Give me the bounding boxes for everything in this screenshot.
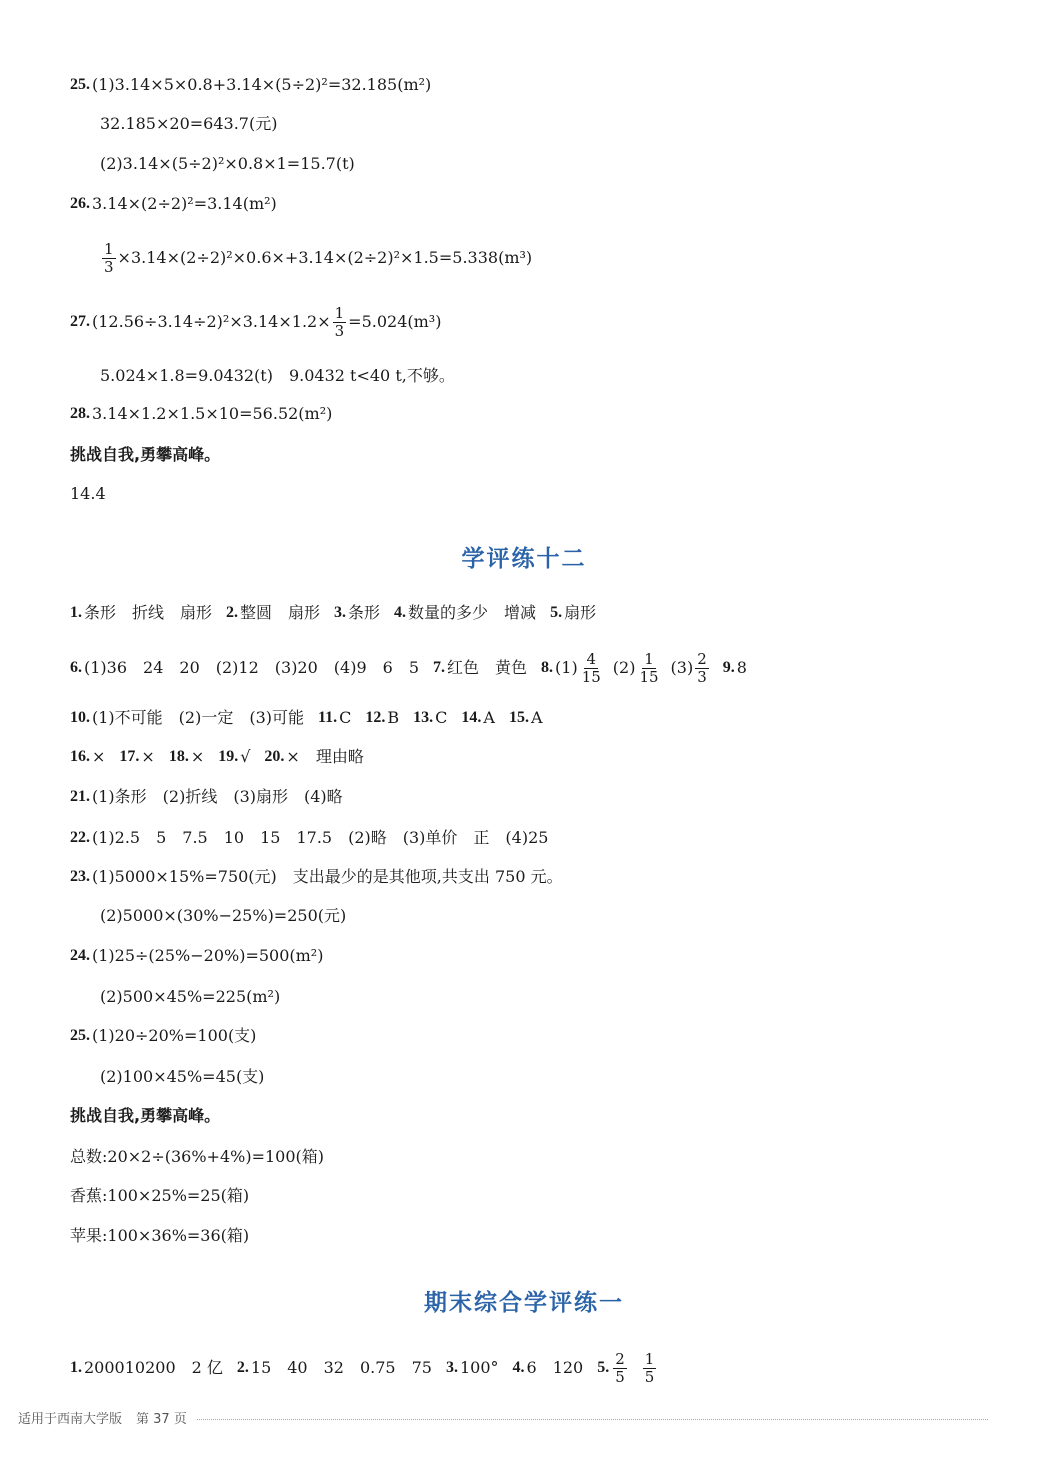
answer-text: (1)3.14×5×0.8+3.14×(5÷2)²=32.185(m²): [92, 75, 432, 94]
answer-text: C: [339, 708, 352, 727]
question-number: 18.: [168, 748, 189, 765]
q23-line1: [70, 866, 1008, 888]
answer-text: (1)5000×15%=750(元) 支出最少的是其他项,共支出 750 元。: [92, 867, 563, 886]
challenge-line-banana: 香蕉:100×25%=25(箱): [70, 1186, 250, 1205]
challenge-answer: 14.4: [70, 484, 106, 503]
answer-text: ×: [190, 747, 205, 766]
fraction-denominator: 15: [581, 667, 601, 686]
answer-text: 15 40 32 0.75 75: [250, 1358, 432, 1377]
question-number: 14.: [461, 709, 482, 726]
answer-text: (1)条形 (2)折线 (3)扇形 (4)略: [92, 787, 343, 806]
question-number: 6.: [70, 659, 82, 676]
question-number: 8.: [541, 659, 554, 676]
fraction: [643, 1351, 657, 1386]
question-number: 20.: [264, 748, 285, 765]
footer-divider: [197, 1419, 988, 1420]
answer-text: 3.14×1.2×1.5×10=56.52(m²): [92, 404, 333, 423]
question-number: 1.: [70, 604, 82, 621]
question-number: 17.: [119, 748, 140, 765]
question-number: 5.: [597, 1359, 610, 1376]
fraction-numerator: 1: [104, 239, 114, 258]
question-number: 12.: [365, 709, 386, 726]
answer-text: ×3.14×(2÷2)²×0.6×+3.14×(2÷2)²×1.5=5.338(m³): [117, 248, 533, 267]
q21-line1: [70, 786, 1008, 808]
answer-text: =5.024(m³): [348, 312, 442, 331]
answer-text: (1)36 24 20 (2)12 (3)20 (4)9 6 5: [84, 658, 419, 677]
question-number: 2.: [236, 1359, 249, 1376]
answer-text: (2)500×45%=225(m²): [100, 987, 281, 1006]
question-number: 3.: [334, 604, 347, 621]
q26-line2: [100, 238, 1008, 278]
answer-text: (12.56÷3.14÷2)²×3.14×1.2×: [92, 312, 331, 331]
question-number: 4.: [512, 1359, 525, 1376]
answer-text: B: [387, 708, 400, 727]
answer-text: A: [483, 708, 495, 727]
answer-text: 6 120: [526, 1358, 584, 1377]
fraction-denominator: 15: [639, 667, 659, 686]
answer-text: (1)25÷(25%−20%)=500(m²): [92, 946, 324, 965]
question-number: 7.: [433, 659, 445, 676]
answer-text: 整圆 扇形: [240, 603, 321, 622]
answer-text: (1)2.5 5 7.5 10 15 17.5 (2)略 (3)单价 正 (4)25: [92, 828, 549, 847]
q25-line1: [70, 1025, 1008, 1047]
challenge-line-total: 总数:20×2÷(36%+4%)=100(箱): [70, 1147, 325, 1166]
q22-line1: [70, 827, 1008, 849]
answer-text: 条形: [348, 603, 381, 622]
fraction-denominator: 5: [615, 1367, 625, 1386]
question-number: 23.: [70, 868, 90, 885]
fraction: [102, 241, 116, 276]
fraction-denominator: 3: [104, 257, 114, 276]
answer-text: ×: [141, 747, 155, 766]
question-number: 19.: [218, 748, 239, 765]
fraction-denominator: 5: [644, 1367, 655, 1386]
answer-text: ×: [92, 747, 106, 766]
q25-line2: [100, 1066, 1008, 1088]
challenge-heading: 挑战自我,勇攀高峰。: [70, 1106, 221, 1125]
answer-text: (2)100×45%=45(支): [100, 1067, 265, 1086]
question-number: 9.: [722, 659, 735, 676]
q23-line2: [100, 905, 1008, 927]
question-number: 3.: [445, 1359, 458, 1376]
question-number: 15.: [508, 709, 529, 726]
q24-line2: [100, 986, 1008, 1008]
fraction: [333, 305, 347, 340]
q28-line1: [70, 403, 1008, 425]
q27-line2: [100, 365, 1008, 387]
answer-text: 条形 折线 扇形: [84, 603, 213, 622]
question-number: 10.: [70, 709, 90, 726]
question-number: 2.: [226, 604, 239, 621]
question-number: 13.: [413, 709, 434, 726]
answer-text: (1)不可能 (2)一定 (3)可能: [92, 708, 304, 727]
answer-text: A: [530, 708, 543, 727]
q24-line1: [70, 945, 1008, 967]
answer-text: (1)20÷20%=100(支): [92, 1026, 257, 1045]
fraction: [695, 651, 709, 686]
answers-row-3: [70, 707, 1008, 729]
challenge-line-apple: 苹果:100×36%=36(箱): [70, 1226, 250, 1245]
answer-text: 红色 黄色: [447, 658, 528, 677]
question-number: 25.: [70, 76, 90, 93]
answers-row-1: [70, 602, 1008, 624]
fraction-numerator: 1: [334, 303, 345, 322]
answer-text: 200010200 2 亿: [84, 1358, 223, 1377]
answer-text: 100°: [459, 1358, 499, 1377]
answer-text: 32.185×20=643.7(元): [100, 114, 278, 133]
section-title: 期末综合学评练一: [424, 1290, 624, 1316]
edition-label: 适用于西南大学版: [18, 1412, 123, 1427]
page-footer: [18, 1408, 988, 1427]
q25-line2: [100, 113, 1008, 135]
fraction: [637, 651, 660, 686]
q26-line1: [70, 193, 1008, 215]
page-number: 第 37 页: [136, 1412, 187, 1427]
part-label: (2): [612, 658, 636, 677]
question-number: 11.: [318, 709, 338, 726]
question-number: 22.: [70, 829, 90, 846]
fraction-denominator: 3: [697, 667, 707, 686]
answer-text: 5.024×1.8=9.0432(t) 9.0432 t<40 t,不够。: [100, 366, 455, 385]
question-number: 4.: [394, 604, 407, 621]
answer-text: 扇形: [564, 603, 597, 622]
fraction-numerator: 2: [697, 649, 707, 668]
question-number: 26.: [70, 195, 90, 212]
question-number: 16.: [70, 748, 90, 765]
answer-text: (2)3.14×(5÷2)²×0.8×1=15.7(t): [100, 154, 355, 173]
question-number: 24.: [70, 947, 90, 964]
answer-text: (2)5000×(30%−25%)=250(元): [100, 906, 347, 925]
q27-line1: [70, 302, 1008, 342]
q25-line3: [100, 153, 1008, 175]
section-title: 学评练十二: [461, 546, 587, 572]
answers-row-2: [70, 648, 1008, 688]
fraction: [613, 1351, 627, 1386]
answers-row-4: [70, 746, 1008, 768]
answer-text: 数量的多少 增减: [408, 603, 537, 622]
answer-text: C: [435, 708, 448, 727]
answer-text: √: [240, 747, 251, 766]
question-number: 21.: [70, 788, 90, 805]
fraction-numerator: 1: [644, 1349, 655, 1368]
question-number: 1.: [70, 1359, 82, 1376]
fraction-numerator: 1: [644, 649, 654, 668]
fraction-numerator: 4: [586, 649, 596, 668]
answer-text: 8: [736, 658, 747, 677]
question-number: 5.: [550, 604, 563, 621]
question-number: 25.: [70, 1027, 90, 1044]
challenge-heading: 挑战自我,勇攀高峰。: [70, 445, 221, 464]
fraction: [580, 651, 603, 686]
fraction-denominator: 3: [334, 321, 345, 340]
answers-row-final: [70, 1348, 1008, 1388]
answer-text: × 理由略: [286, 747, 364, 766]
answer-text: 3.14×(2÷2)²=3.14(m²): [92, 194, 277, 213]
question-number: 28.: [70, 405, 90, 422]
q25-line1: [70, 74, 1008, 96]
question-number: 27.: [70, 313, 90, 330]
fraction-numerator: 2: [615, 1349, 625, 1368]
part-label: (1): [555, 658, 578, 677]
part-label: (3): [670, 658, 694, 677]
